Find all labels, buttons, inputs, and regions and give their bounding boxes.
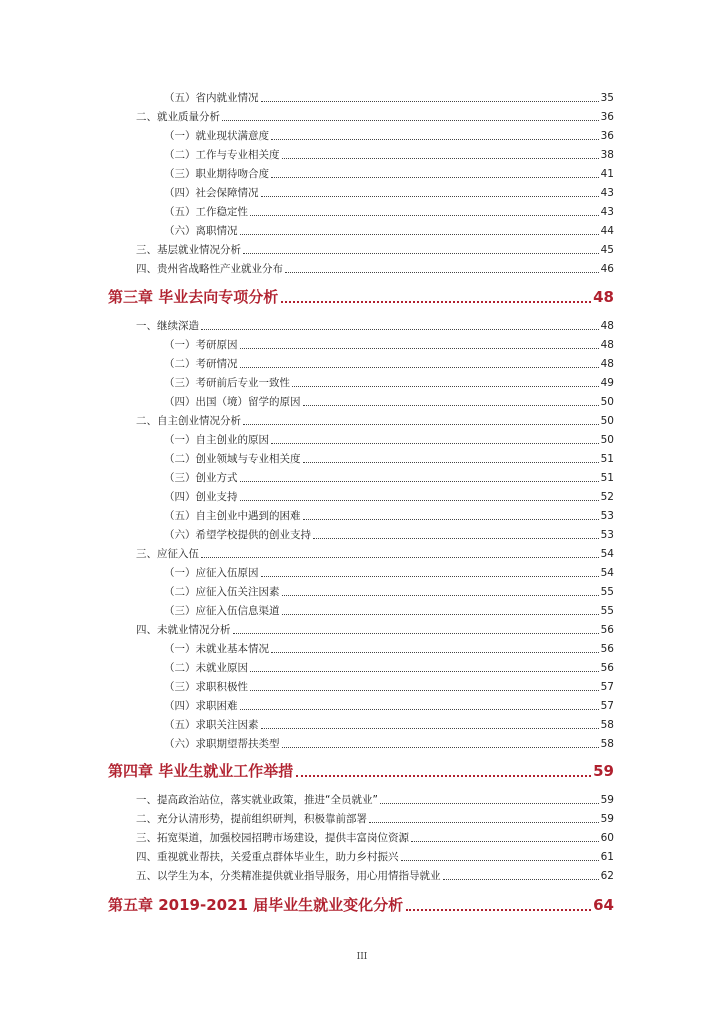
toc-entry-page: 62 <box>600 870 614 882</box>
toc-entry-page: 55 <box>600 605 614 617</box>
toc-entry-page: 60 <box>600 832 614 844</box>
toc-entry[interactable] <box>136 414 614 428</box>
toc-entry-title: （三）考研前后专业一致性 <box>164 377 290 389</box>
toc-entry-title: （六）希望学校提供的创业支持 <box>164 529 311 541</box>
leader-dots <box>201 556 599 558</box>
leader-dots <box>411 840 599 842</box>
toc-entry-title: （六）离职情况 <box>164 225 238 237</box>
leader-dots <box>282 157 599 159</box>
toc-entry[interactable] <box>164 91 614 105</box>
toc-entry-title: （四）求职困难 <box>164 700 238 712</box>
leader-dots <box>303 404 599 406</box>
toc-entry[interactable] <box>164 528 614 542</box>
leader-dots <box>303 461 599 463</box>
toc-entry-page: 56 <box>600 643 614 655</box>
toc-entry-page: 53 <box>600 510 614 522</box>
toc-entry-title: 一、继续深造 <box>136 320 199 332</box>
toc-entry-page: 58 <box>600 738 614 750</box>
leader-dots <box>443 878 599 880</box>
toc-entry[interactable] <box>136 262 614 276</box>
toc-entry-page: 51 <box>600 453 614 465</box>
leader-dots <box>261 195 599 197</box>
toc-entry-title: （三）应征入伍信息渠道 <box>164 605 280 617</box>
toc-entry-page: 54 <box>600 567 614 579</box>
toc-entry[interactable] <box>164 129 614 143</box>
leader-dots <box>240 233 599 235</box>
toc-entry-title: 二、充分认清形势，提前组织研判，积极靠前部署 <box>136 813 367 825</box>
toc-entry[interactable] <box>164 566 614 580</box>
toc-entry-page: 57 <box>600 681 614 693</box>
leader-dots <box>271 651 599 653</box>
toc-entry-page: 53 <box>600 529 614 541</box>
leader-dots <box>250 214 599 216</box>
leader-dots <box>201 328 599 330</box>
toc-entry[interactable] <box>136 110 614 124</box>
toc-entry-page: 50 <box>600 434 614 446</box>
leader-dots <box>240 499 599 501</box>
leader-dots <box>285 271 599 273</box>
leader-dots <box>303 518 599 520</box>
toc-entry-page: 48 <box>600 358 614 370</box>
toc-entry-page: 36 <box>600 111 614 123</box>
toc-entry-page: 58 <box>600 719 614 731</box>
toc-entry-page: 43 <box>600 187 614 199</box>
toc-entry[interactable] <box>164 376 614 390</box>
toc-entry[interactable] <box>164 205 614 219</box>
leader-dots <box>261 727 599 729</box>
leader-dots <box>380 802 599 804</box>
chapter-title: 第五章 2019-2021 届毕业生就业变化分析 <box>108 896 404 914</box>
leader-dots <box>296 774 591 777</box>
toc-entry[interactable] <box>136 850 614 864</box>
toc-entry-page: 48 <box>600 320 614 332</box>
toc-entry-page: 54 <box>600 548 614 560</box>
toc-entry[interactable] <box>136 869 614 883</box>
toc-entry-title: （五）自主创业中遇到的困难 <box>164 510 301 522</box>
toc-entry-page: 61 <box>600 851 614 863</box>
toc-chapter-3[interactable] <box>108 287 614 307</box>
toc-entry-title: （二）工作与专业相关度 <box>164 149 280 161</box>
toc-entry-title: （四）出国（境）留学的原因 <box>164 396 301 408</box>
leader-dots <box>240 347 599 349</box>
toc-entry[interactable] <box>164 699 614 713</box>
toc-entry-page: 41 <box>600 168 614 180</box>
toc-entry-page: 36 <box>600 130 614 142</box>
toc-entry-title: （一）考研原因 <box>164 339 238 351</box>
toc-entry[interactable] <box>164 338 614 352</box>
toc-entry[interactable] <box>164 224 614 238</box>
toc-chapter-5[interactable] <box>108 895 614 915</box>
toc-entry-page: 55 <box>600 586 614 598</box>
chapter-title: 第四章 毕业生就业工作举措 <box>108 762 294 780</box>
toc-entry[interactable] <box>164 433 614 447</box>
toc-entry-page: 44 <box>600 225 614 237</box>
leader-dots <box>261 575 599 577</box>
toc-entry[interactable] <box>164 509 614 523</box>
toc-entry-title: （五）求职关注因素 <box>164 719 259 731</box>
chapter-page: 64 <box>593 896 614 914</box>
toc-entry-title: （一）就业现状满意度 <box>164 130 269 142</box>
leader-dots <box>282 746 599 748</box>
toc-entry-title: 三、拓宽渠道，加强校园招聘市场建设，提供丰富岗位资源 <box>136 832 409 844</box>
toc-entry[interactable] <box>164 395 614 409</box>
toc-entry-title: （一）应征入伍原因 <box>164 567 259 579</box>
toc-entry[interactable] <box>136 623 614 637</box>
toc-entry[interactable] <box>164 471 614 485</box>
toc-entry-title: （一）未就业基本情况 <box>164 643 269 655</box>
chapter-page: 48 <box>593 288 614 306</box>
leader-dots <box>243 252 599 254</box>
leader-dots <box>282 613 599 615</box>
toc-entry-title: （三）创业方式 <box>164 472 238 484</box>
toc-entry-title: 三、基层就业情况分析 <box>136 244 241 256</box>
toc-entry-page: 50 <box>600 396 614 408</box>
leader-dots <box>313 537 599 539</box>
toc-entry-page: 48 <box>600 339 614 351</box>
toc-entry[interactable] <box>164 661 614 675</box>
toc-entry-page: 45 <box>600 244 614 256</box>
leader-dots <box>240 708 599 710</box>
toc-entry-page: 57 <box>600 700 614 712</box>
leader-dots <box>271 442 599 444</box>
toc-entry-page: 59 <box>600 794 614 806</box>
toc-entry[interactable] <box>164 585 614 599</box>
leader-dots <box>250 689 599 691</box>
toc-entry[interactable] <box>164 604 614 618</box>
toc-entry[interactable] <box>164 490 614 504</box>
toc-entry-title: （二）未就业原因 <box>164 662 248 674</box>
leader-dots <box>233 632 599 634</box>
toc-entry[interactable] <box>136 793 614 807</box>
toc-entry[interactable] <box>164 186 614 200</box>
toc-entry-title: （六）求职期望帮扶类型 <box>164 738 280 750</box>
leader-dots <box>292 385 599 387</box>
toc-entry-title: 三、应征入伍 <box>136 548 199 560</box>
toc-entry-title: （二）应征入伍关注因素 <box>164 586 280 598</box>
toc-entry[interactable] <box>164 737 614 751</box>
toc-entry[interactable] <box>136 547 614 561</box>
leader-dots <box>250 670 599 672</box>
toc-entry-page: 51 <box>600 472 614 484</box>
toc-entry[interactable] <box>164 642 614 656</box>
toc-entry-page: 56 <box>600 662 614 674</box>
toc-entry-page: 50 <box>600 415 614 427</box>
toc-entry[interactable] <box>136 243 614 257</box>
toc-entry-title: （三）职业期待吻合度 <box>164 168 269 180</box>
toc-entry[interactable] <box>136 319 614 333</box>
toc-entry[interactable] <box>136 831 614 845</box>
toc-entry[interactable] <box>164 148 614 162</box>
toc-entry-title: （二）考研情况 <box>164 358 238 370</box>
leader-dots <box>401 859 599 861</box>
toc-entry-page: 56 <box>600 624 614 636</box>
toc-entry[interactable] <box>136 812 614 826</box>
toc-entry-title: 四、重视就业帮扶，关爱重点群体毕业生，助力乡村振兴 <box>136 851 399 863</box>
leader-dots <box>369 821 599 823</box>
toc-entry-page: 59 <box>600 813 614 825</box>
leader-dots <box>240 366 599 368</box>
toc-entry-page: 43 <box>600 206 614 218</box>
toc-entry-page: 35 <box>600 92 614 104</box>
toc-entry[interactable] <box>164 452 614 466</box>
toc-entry-page: 49 <box>600 377 614 389</box>
chapter-title: 第三章 毕业去向专项分析 <box>108 288 279 306</box>
toc-entry-title: 四、贵州省战略性产业就业分布 <box>136 263 283 275</box>
leader-dots <box>271 138 599 140</box>
leader-dots <box>240 480 599 482</box>
toc-entry[interactable] <box>164 167 614 181</box>
leader-dots <box>222 119 599 121</box>
toc-entry-title: （四）创业支持 <box>164 491 238 503</box>
toc-entry-title: 二、就业质量分析 <box>136 111 220 123</box>
toc-entry-title: （二）创业领域与专业相关度 <box>164 453 301 465</box>
leader-dots <box>281 300 591 303</box>
page-number: III <box>356 952 368 962</box>
toc-entry-title: （四）社会保障情况 <box>164 187 259 199</box>
toc-entry-title: 二、自主创业情况分析 <box>136 415 241 427</box>
leader-dots <box>261 100 599 102</box>
toc-entry-title: （五）省内就业情况 <box>164 92 259 104</box>
toc-entry[interactable] <box>164 718 614 732</box>
toc-entry-title: 一、提高政治站位，落实就业政策，推进“全员就业” <box>136 794 378 806</box>
leader-dots <box>243 423 599 425</box>
toc-entry-title: （一）自主创业的原因 <box>164 434 269 446</box>
toc-entry[interactable] <box>164 357 614 371</box>
toc-entry-title: （三）求职积极性 <box>164 681 248 693</box>
toc-entry-title: （五）工作稳定性 <box>164 206 248 218</box>
toc-entry-page: 38 <box>600 149 614 161</box>
chapter-page: 59 <box>593 762 614 780</box>
toc-entry-title: 五、以学生为本，分类精准提供就业指导服务，用心用情指导就业 <box>136 870 441 882</box>
toc-entry-page: 52 <box>600 491 614 503</box>
toc-entry-title: 四、未就业情况分析 <box>136 624 231 636</box>
toc-entry[interactable] <box>164 680 614 694</box>
toc-chapter-4[interactable] <box>108 761 614 781</box>
leader-dots <box>271 176 599 178</box>
leader-dots <box>282 594 599 596</box>
leader-dots <box>406 908 591 911</box>
toc-entry-page: 46 <box>600 263 614 275</box>
